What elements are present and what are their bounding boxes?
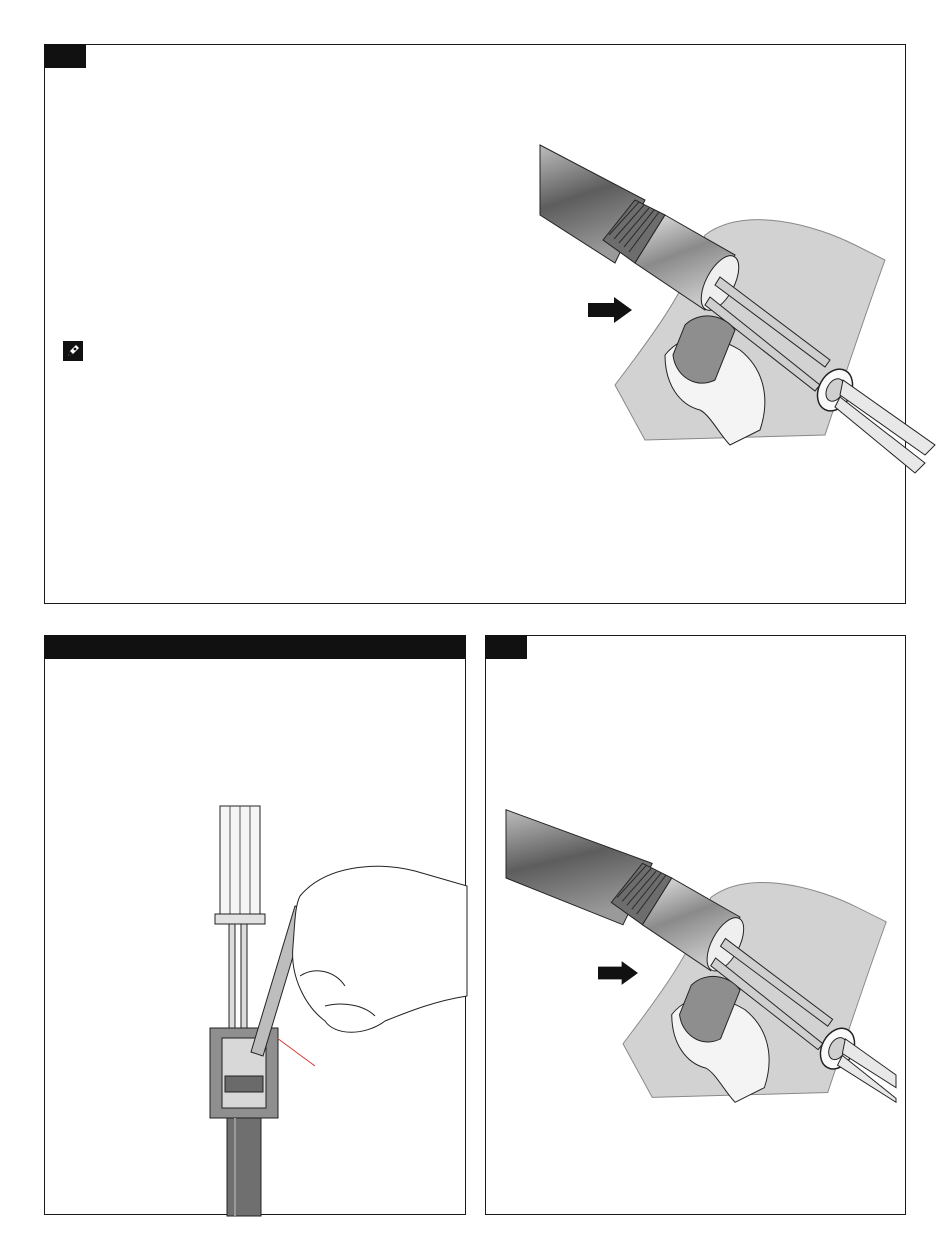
push-arrow-icon	[598, 961, 638, 985]
step-tab	[44, 44, 86, 68]
note-pencil-icon	[63, 341, 83, 361]
instruction-panel-top	[44, 44, 906, 604]
cartridge-cleaning-illustration	[506, 808, 896, 1104]
instruction-panel-bottom-left	[44, 635, 466, 1215]
hex-key-tool-illustration	[205, 806, 467, 1216]
section-header-bar	[44, 635, 466, 659]
instruction-panel-bottom-right	[485, 635, 906, 1215]
push-arrow-icon	[588, 297, 632, 323]
cartridge-cleaning-illustration	[495, 145, 895, 445]
step-tab	[485, 635, 527, 659]
